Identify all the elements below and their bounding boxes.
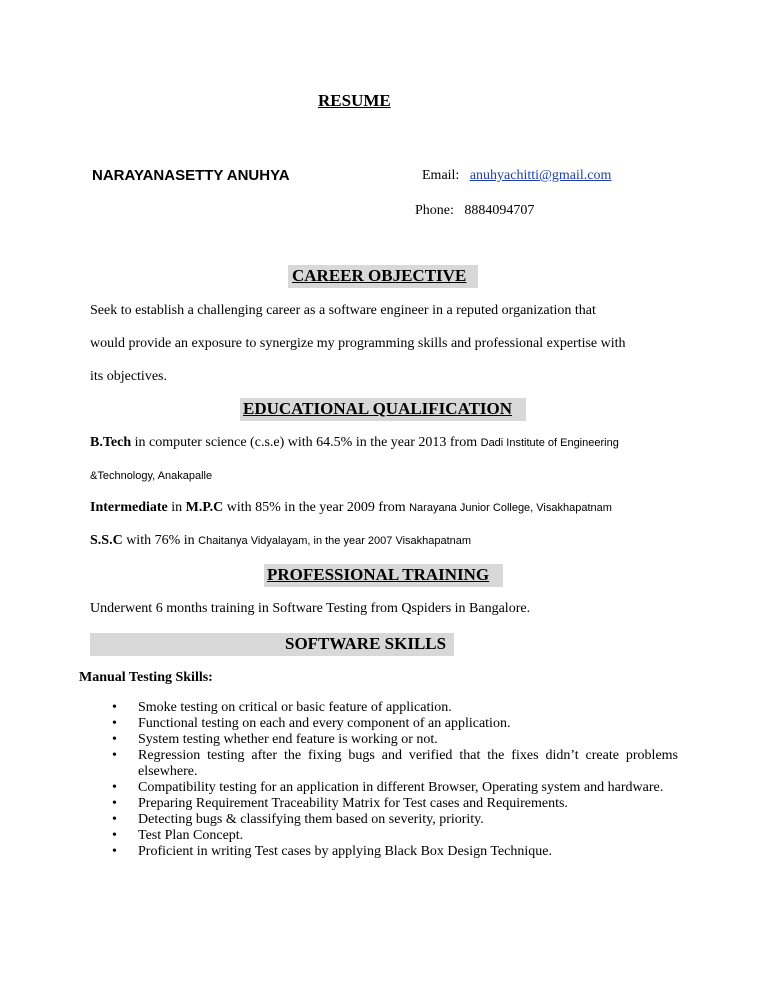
- email-line: [422, 168, 611, 184]
- inter-text: with 85% in the year 2009 from: [223, 500, 410, 515]
- bullet: •: [112, 716, 117, 731]
- bullet: •: [112, 812, 117, 827]
- skills-heading: SOFTWARE SKILLS: [285, 634, 447, 653]
- bullet: •: [112, 700, 117, 715]
- education-btech: [90, 435, 619, 451]
- list-item: [112, 828, 678, 844]
- list-item-text: Proficient in writing Test cases by applying Black Box Design Technique.: [138, 844, 552, 859]
- skills-subheading: Manual Testing Skills:: [79, 670, 213, 685]
- inter-pre: in: [167, 500, 186, 515]
- list-item-text: Detecting bugs & classifying them based on severity, priority.: [138, 812, 484, 827]
- btech-label: B.Tech: [90, 435, 132, 450]
- list-item-text: Functional testing on each and every component of an application.: [138, 716, 511, 731]
- email-link[interactable]: anuhyachitti@gmail.com: [469, 168, 612, 183]
- btech-college: Dadi Institute of Engineering: [480, 437, 619, 449]
- career-heading: CAREER OBJECTIVE: [292, 266, 467, 285]
- career-line-3: its objectives.: [90, 369, 167, 384]
- phone-label: Phone:: [415, 203, 454, 218]
- btech-text: in computer science (c.s.e) with 64.5% in the year 2013 from: [131, 435, 481, 450]
- training-heading: PROFESSIONAL TRAINING: [267, 565, 490, 584]
- ssc-label: S.S.C: [90, 533, 123, 548]
- education-heading: EDUCATIONAL QUALIFICATION: [243, 399, 513, 418]
- skills-list: [112, 700, 678, 860]
- bullet: •: [112, 780, 117, 795]
- btech-college-line-2: &Technology, Anakapalle: [90, 470, 213, 482]
- bullet: •: [112, 796, 117, 811]
- list-item: [112, 748, 678, 780]
- inter-label: Intermediate: [90, 500, 168, 515]
- bullet: •: [112, 828, 117, 843]
- candidate-name: NARAYANASETTY ANUHYA: [92, 167, 290, 184]
- list-item: [112, 716, 678, 732]
- list-item-text: Test Plan Concept.: [138, 828, 244, 843]
- inter-group: M.P.C: [185, 500, 224, 515]
- list-item: [112, 812, 678, 828]
- inter-college: Narayana Junior College, Visakhapatnam: [409, 502, 612, 514]
- list-item-text: System testing whether end feature is working or not.: [138, 732, 438, 747]
- list-item: [112, 700, 678, 716]
- list-item: [112, 796, 678, 812]
- bullet: •: [112, 732, 117, 747]
- education-ssc: [90, 533, 471, 549]
- phone-number: 8884094707: [464, 203, 535, 218]
- list-item-text: Compatibility testing for an application in different Browser, Operating system and hardware.: [138, 780, 664, 795]
- education-intermediate: [90, 500, 612, 516]
- list-item: [112, 780, 678, 796]
- email-label: Email:: [422, 168, 460, 183]
- career-line-2: would provide an exposure to synergize my programming skills and professional expertise with: [90, 336, 626, 351]
- training-text: Underwent 6 months training in Software Testing from Qspiders in Bangalore.: [90, 601, 531, 616]
- list-item-text: Regression testing after the fixing bugs and verified that the fixes didn’t create problems elsewhere.: [138, 748, 678, 779]
- list-item-text: Smoke testing on critical or basic feature of application.: [138, 700, 452, 715]
- phone-line: [415, 203, 534, 219]
- bullet: •: [112, 748, 117, 763]
- ssc-school: Chaitanya Vidyalayam, in the year 2007 Visakhapatnam: [198, 535, 472, 547]
- ssc-text: with 76% in: [122, 533, 199, 548]
- list-item: [112, 844, 678, 860]
- resume-title: RESUME: [318, 91, 391, 110]
- bullet: •: [112, 844, 117, 859]
- list-item-text: Preparing Requirement Traceability Matrix for Test cases and Requirements.: [138, 796, 568, 811]
- career-line-1: Seek to establish a challenging career as a software engineer in a reputed organization that: [90, 303, 596, 318]
- list-item: [112, 732, 678, 748]
